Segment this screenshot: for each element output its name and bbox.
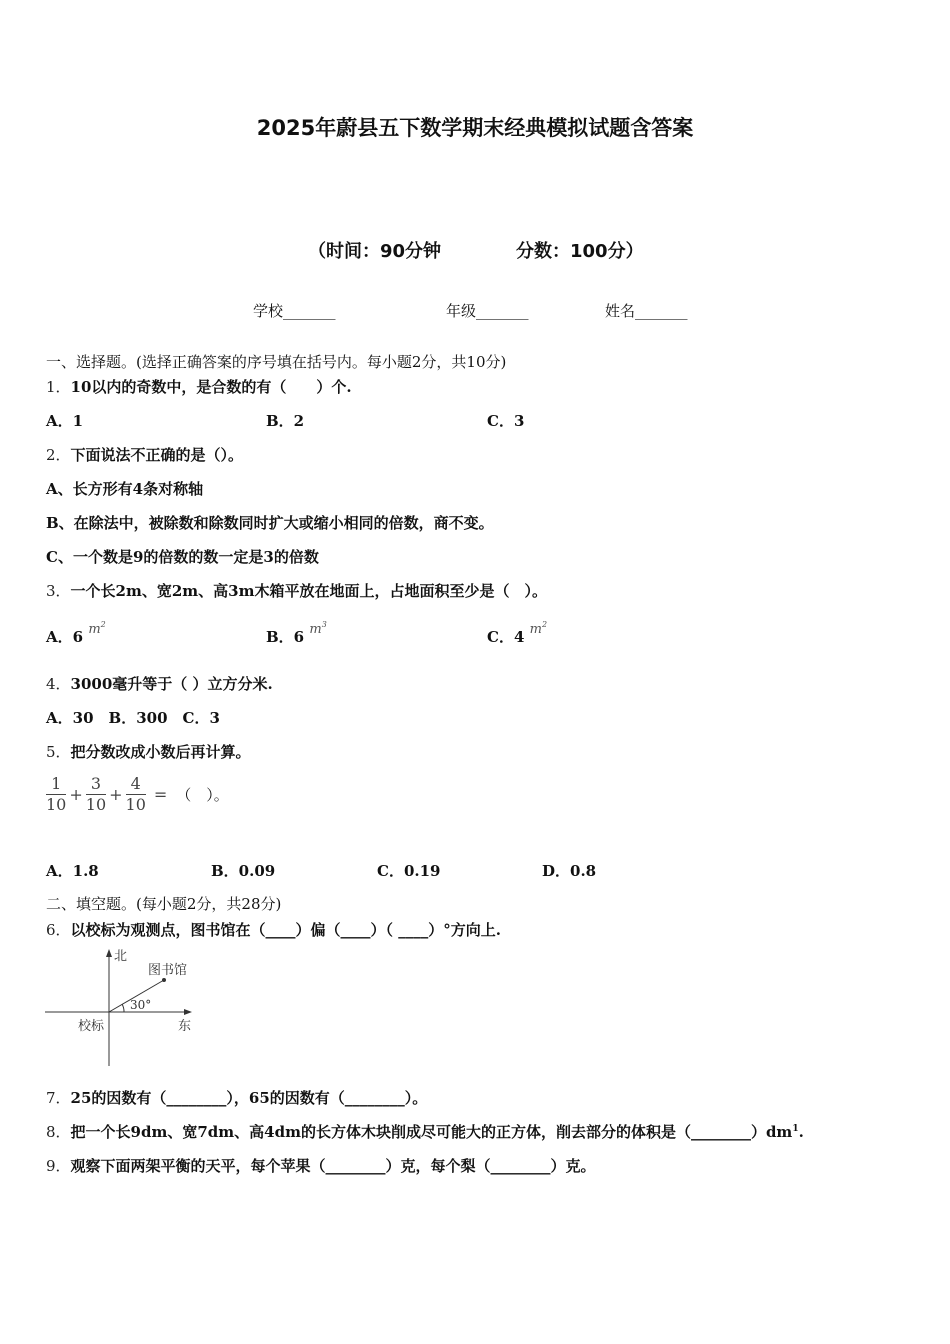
question-5 xyxy=(46,741,251,762)
question-4 xyxy=(46,673,273,694)
north-label: 北 xyxy=(114,949,128,964)
q2-option-b: B、在除法中，被除数和除数同时扩大或缩小相同的倍数，商不变。 xyxy=(46,514,494,532)
q3-option-c xyxy=(487,620,548,647)
q4-text: 3000毫升等于（ ）立方分米. xyxy=(70,675,273,693)
plus-sign: + xyxy=(109,785,123,804)
origin-label: 校标 xyxy=(78,1019,105,1034)
q5-number: 5． xyxy=(46,743,71,761)
question-8 xyxy=(46,1121,804,1142)
question-6 xyxy=(46,919,501,940)
name-field: 姓名_______ xyxy=(605,302,688,320)
q5-option-d: D．0.8 xyxy=(542,862,597,880)
angle-arc xyxy=(122,1004,124,1012)
q3-a-label: A．6 xyxy=(46,628,84,646)
q5-option-a: A．1.8 xyxy=(46,862,99,880)
q3-option-b xyxy=(266,620,327,647)
q2-option-a: A、长方形有4条对称轴 xyxy=(46,480,204,498)
q2-text: 下面说法不正确的是（）。 xyxy=(70,446,244,464)
school-field: 学校_______ xyxy=(253,302,336,320)
q5-option-c: C．0.19 xyxy=(377,862,441,880)
q7-number: 7． xyxy=(46,1089,71,1107)
question-9 xyxy=(46,1155,596,1176)
q8-end: . xyxy=(798,1123,804,1141)
exam-time: （时间：90分钟 xyxy=(308,241,442,262)
direction-diagram xyxy=(40,944,210,1070)
q3-b-label: B．6 xyxy=(266,628,305,646)
exam-score: 分数：100分） xyxy=(516,241,644,262)
q9-number: 9． xyxy=(46,1157,71,1175)
east-arrow-icon xyxy=(184,1009,192,1015)
angle-label: 30° xyxy=(130,998,152,1012)
question-3 xyxy=(46,580,547,601)
east-label: 东 xyxy=(178,1019,192,1034)
q6-text: 以校标为观测点，图书馆在（____）偏（____）（ ____）°方向上. xyxy=(70,921,501,939)
fraction-1: $\frac{1}{10}$ xyxy=(46,774,67,814)
q4-number: 4． xyxy=(46,675,71,693)
q1-option-c: C．3 xyxy=(487,412,525,430)
library-label: 图书馆 xyxy=(148,963,188,978)
question-7 xyxy=(46,1087,427,1108)
q4-options: A．30 B．300 C．3 xyxy=(46,709,220,727)
q3-c-label: C．4 xyxy=(487,628,525,646)
q1-option-a: A．1 xyxy=(46,412,84,430)
fraction-3: $\frac{4}{10}$ xyxy=(125,774,146,814)
q1-text: 10以内的奇数中，是合数的有（ ）个. xyxy=(70,378,352,396)
q8-exponent: 1 xyxy=(792,1124,799,1134)
question-2 xyxy=(46,444,243,465)
q1-option-b: B．2 xyxy=(266,412,305,430)
q3-text: 一个长2m、宽2m、高3m木箱平放在地面上，占地面积至少是（ ）。 xyxy=(70,582,547,600)
q2-option-c: C、一个数是9的倍数的数一定是3的倍数 xyxy=(46,548,319,566)
q3-number: 3． xyxy=(46,582,71,600)
q3-a-unit: $m^2$ xyxy=(88,620,106,637)
question-1 xyxy=(46,376,352,397)
q6-number: 6． xyxy=(46,921,71,939)
q5-blank: （ ）。 xyxy=(176,786,229,804)
q3-option-a xyxy=(46,620,106,647)
q1-number: 1． xyxy=(46,378,71,396)
plus-sign: + xyxy=(69,785,83,804)
q5-option-b: B．0.09 xyxy=(211,862,276,880)
section2-heading: 二、填空题。(每小题2分，共28分) xyxy=(46,895,282,913)
page-title: 2025年蔚县五下数学期末经典模拟试题含答案 xyxy=(256,116,694,140)
q9-text: 观察下面两架平衡的天平，每个苹果（________）克，每个梨（________）克。 xyxy=(70,1157,596,1175)
q8-number: 8． xyxy=(46,1123,71,1141)
q3-c-unit: $m^2$ xyxy=(529,620,548,637)
q7-text: 25的因数有（________），65的因数有（________）。 xyxy=(70,1089,428,1107)
q3-b-unit: $m^3$ xyxy=(309,620,327,637)
library-point xyxy=(162,978,166,982)
grade-field: 年级_______ xyxy=(446,302,529,320)
fraction-2: $\frac{3}{10}$ xyxy=(85,774,107,814)
q5-expression xyxy=(46,774,229,815)
q5-text: 把分数改成小数后再计算。 xyxy=(70,743,251,761)
north-arrow-icon xyxy=(106,949,112,957)
section1-heading: 一、选择题。(选择正确答案的序号填在括号内。每小题2分，共10分) xyxy=(46,353,507,371)
q2-number: 2． xyxy=(46,446,71,464)
q8-text: 把一个长9dm、宽7dm、高4dm的长方体木块削成尽可能大的正方体，削去部分的体积是（________）dm xyxy=(70,1123,793,1141)
equals-sign: = xyxy=(153,785,168,804)
